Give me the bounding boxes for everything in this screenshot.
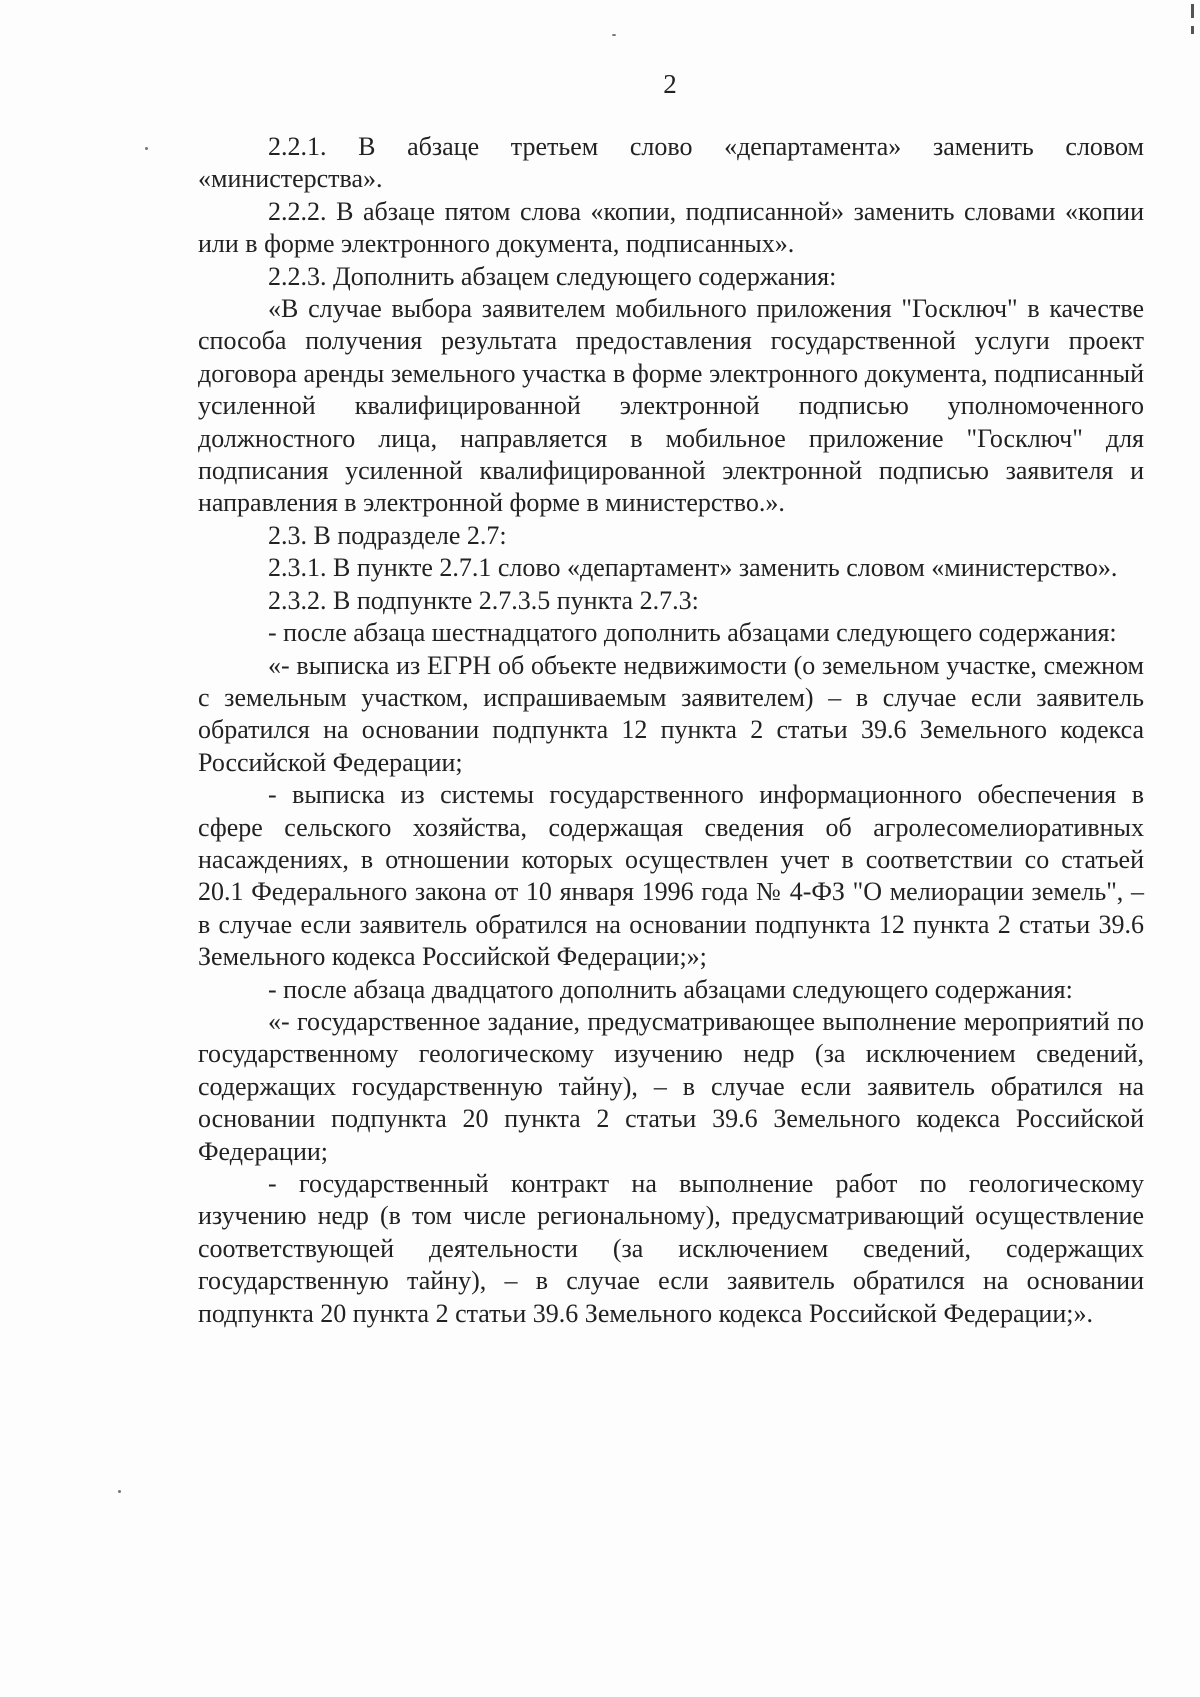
paragraph-2-2-3: 2.2.3. Дополнить абзацем следующего содержания: [268, 261, 837, 291]
scan-edge-mark [1191, 26, 1194, 34]
scan-edge-mark [1191, 4, 1194, 18]
paragraph-egrn-extract: «- выписка из ЕГРН об объекте недвижимости (о земельном участке, смежном с земельным участком, испрашиваемым заявителем) – в случае если заявитель обратился на основании подпункта 12 пункта 2 статьи 39.6 Земельного кодекса Российской Федерации; [198, 650, 1144, 777]
paragraph-2-2-2: 2.2.2. В абзаце пятом слова «копии, подписанной» заменить словами «копии или в форме электронного документа, подписанных». [198, 196, 1144, 259]
paragraph-2-3: 2.3. В подразделе 2.7: [268, 520, 507, 550]
paragraph-2-3-2: 2.3.2. В подпункте 2.7.3.5 пункта 2.7.3: [268, 585, 699, 615]
paragraph-goskey-quote: «В случае выбора заявителем мобильного приложения "Госключ" в качестве способа получения результата предоставления государственной услуги проект договора аренды земельного участка в форме электронного документа, подписанный усиленной квалифицированной электронной подписью уполномоченного должностного лица, направляется в мобильное приложение "Госключ" для подписания усиленной квалифицированной электронной подписью заявителя и направления в электронной форме в министерство.». [198, 294, 1144, 518]
paragraph-agri-system-extract: - выписка из системы государственного информационного обеспечения в сфере сельского хозяйства, содержащая сведения об агролесомелиоративных насаждениях, в отношении которых осуществлен учет в соответствии со статьей 20.1 Федерального закона от 10 января 1996 года № 4-ФЗ "О мелиорации земель", – в случае если заявитель обратился на основании подпункта 12 пункта 2 статьи 39.6 Земельного кодекса Российской Федерации;»; [198, 780, 1144, 972]
paragraph-after-sixteenth: - после абзаца шестнадцатого дополнить абзацами следующего содержания: [268, 618, 1117, 648]
page-number: 2 [663, 69, 677, 99]
paragraph-state-contract: - государственный контракт на выполнение работ по геологическому изучению недр (в том числе региональному), предусматривающий осуществление соответствующей деятельности (за исключением сведений, содержащих государственную тайну), – в случае если заявитель обратился на основании подпункта 20 пункта 2 статьи 39.6 Земельного кодекса Российской Федерации;». [198, 1169, 1144, 1328]
scan-speck [612, 34, 616, 36]
paragraph-state-assignment: «- государственное задание, предусматривающее выполнение мероприятий по государственному геологическому изучению недр (за исключением сведений, содержащих государственную тайну), – в случае если заявитель обратился на основании подпункта 20 пункта 2 статьи 39.6 Земельного кодекса Российской Федерации; [198, 1006, 1144, 1166]
paragraph-after-twentieth: - после абзаца двадцатого дополнить абзацами следующего содержания: [268, 974, 1073, 1004]
paragraph-2-2-1: 2.2.1. В абзаце третьем слово «департамента» заменить словом «министерства». [198, 132, 1144, 194]
paragraph-2-3-1: 2.3.1. В пункте 2.7.1 слово «департамент» заменить словом «министерство». [268, 553, 1118, 583]
scan-speck [118, 1490, 121, 1493]
scan-speck [145, 147, 148, 150]
document-body [198, 131, 1144, 1330]
